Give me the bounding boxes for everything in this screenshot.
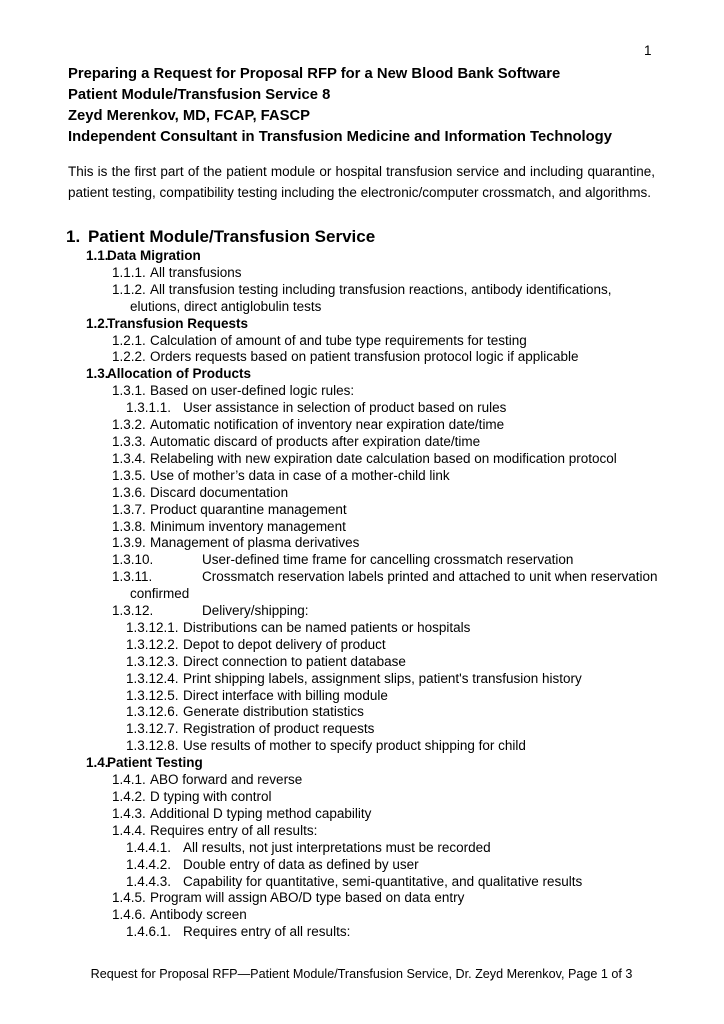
outline-item-text: Minimum inventory management (150, 518, 346, 534)
outline-list (0, 248, 724, 941)
outline-item-text: Distributions can be named patients or hospitals (183, 619, 471, 635)
outline-item-number: 1.3.1. (112, 383, 146, 399)
outline-item-text: Delivery/shipping: (202, 603, 309, 619)
outline-item-text: Direct connection to patient database (183, 653, 406, 669)
outline-item-number: 1.2.2. (112, 349, 146, 365)
outline-item (0, 265, 724, 282)
outline-item-text: Requires entry of all results: (150, 822, 318, 838)
outline-item-text: Use of mother’s data in case of a mother-child link (150, 467, 450, 483)
outline-item (0, 907, 724, 924)
section-heading (0, 227, 724, 247)
intro-paragraph: This is the first part of the patient module or hospital transfusion service and including quarantine, patient testing, compatibility testing including the electronic/computer crossmatch, and algorithms. (68, 164, 655, 200)
document-header (68, 64, 668, 148)
outline-item (0, 704, 724, 721)
document-title: Preparing a Request for Proposal RFP for a New Blood Bank Software (68, 66, 561, 82)
outline-item-text: ABO forward and reverse (150, 772, 303, 788)
outline-item (0, 637, 724, 654)
outline-item-number: 1.4.2. (112, 789, 146, 804)
outline-item-text: User-defined time frame for cancelling crossmatch reservation (202, 552, 574, 568)
outline-item-text: Crossmatch reservation labels printed and attached to unit when reservation confirmed (130, 569, 658, 602)
outline-item-number: 1.1.2. (112, 281, 146, 297)
outline-item (0, 282, 724, 316)
outline-item-number: 1.3.12.5. (126, 687, 179, 703)
outline-item-number: 1.4.4.3. (126, 873, 172, 889)
outline-item-text: Calculation of amount of and tube type requirements for testing (150, 332, 527, 348)
outline-item-number: 1.3.6. (112, 484, 146, 500)
outline-item-number: 1.2.1. (112, 332, 146, 348)
outline-item-number: 1.4.5. (112, 890, 146, 906)
outline-item-number: 1.4.4.2. (126, 856, 172, 872)
outline-item-text: D typing with control (150, 789, 272, 804)
outline-item-text: Depot to depot delivery of product (183, 636, 386, 652)
section-heading-number: 1. (66, 227, 81, 246)
outline-item (0, 383, 724, 400)
outline-item-number: 1.4.4.1. (126, 839, 172, 855)
outline-item (0, 721, 724, 738)
outline-item-number: 1.4.6. (112, 907, 146, 923)
outline-item (0, 789, 724, 806)
outline-item-number: 1.3.10. (112, 552, 154, 568)
outline-item-text: Antibody screen (150, 907, 247, 923)
outline-item (0, 772, 724, 789)
outline-item (0, 603, 724, 620)
outline-item (0, 519, 724, 536)
section-heading-text: Patient Module/Transfusion Service (88, 227, 376, 246)
outline-item-number: 1.1.1. (112, 264, 146, 280)
outline-item-text: Print shipping labels, assignment slips, patient's transfusion history (183, 670, 582, 686)
page-footer: Request for Proposal RFP—Patient Module/Transfusion Service, Dr. Zeyd Merenkov, Page 1 of 3 (90, 967, 633, 981)
outline-item-text: Orders requests based on patient transfusion protocol logic if applicable (150, 349, 579, 365)
outline-item-text: User assistance in selection of product based on rules (183, 400, 507, 416)
outline-item-text: Direct interface with billing module (183, 687, 388, 703)
outline-item-text: Double entry of data as defined by user (183, 856, 419, 872)
outline-item (0, 688, 724, 705)
outline-item (0, 840, 724, 857)
outline-item-number: 1.3. (86, 366, 109, 382)
outline-item-text: Management of plasma derivatives (150, 535, 360, 551)
outline-item (0, 468, 724, 485)
outline-item (0, 333, 724, 350)
outline-item (0, 248, 724, 265)
outline-item-number: 1.4. (86, 755, 109, 771)
document-subtitle: Patient Module/Transfusion Service 8 (68, 87, 331, 103)
outline-item-text: Automatic notification of inventory near expiration date/time (150, 417, 505, 433)
outline-item-text: Patient Testing (107, 755, 203, 771)
outline-item (0, 823, 724, 840)
outline-item (0, 890, 724, 907)
outline-item-text: Registration of product requests (183, 721, 375, 737)
outline-item (0, 535, 724, 552)
outline-item-number: 1.3.4. (112, 450, 146, 466)
outline-item-number: 1.3.12.2. (126, 636, 179, 652)
outline-item-number: 1.4.1. (112, 772, 146, 788)
outline-item-text: Product quarantine management (150, 501, 347, 517)
outline-item (0, 671, 724, 688)
author-line: Zeyd Merenkov, MD, FCAP, FASCP (68, 108, 311, 124)
outline-item-text: Transfusion Requests (107, 315, 249, 331)
outline-item (0, 349, 724, 366)
outline-item-number: 1.3.12.1. (126, 619, 179, 635)
outline-item-text: All transfusions (150, 264, 242, 280)
outline-item (0, 417, 724, 434)
outline-item (0, 552, 724, 569)
outline-item-text: Generate distribution statistics (183, 704, 364, 720)
outline-item (0, 434, 724, 451)
outline-item (0, 654, 724, 671)
outline-item-number: 1.4.6.1. (126, 924, 172, 940)
outline-item-number: 1.2. (86, 315, 109, 331)
outline-item (0, 451, 724, 468)
outline-item-number: 1.3.8. (112, 518, 146, 534)
outline-item-text: All transfusion testing including transfusion reactions, antibody identifications, elutions, direct antiglobulin tests (130, 281, 612, 314)
outline-item-number: 1.3.12. (112, 603, 154, 619)
outline-item-number: 1.3.12.3. (126, 653, 179, 669)
outline-item (0, 620, 724, 637)
outline-item-number: 1.3.11. (112, 569, 153, 585)
outline-item-number: 1.3.12.7. (126, 721, 179, 737)
outline-item-text: Data Migration (107, 248, 201, 263)
outline-item (0, 738, 724, 755)
outline-item-text: Capability for quantitative, semi-quantitative, and qualitative results (183, 873, 583, 889)
outline-item-text: Discard documentation (150, 484, 289, 500)
outline-item-number: 1.4.3. (112, 805, 146, 821)
outline-item-number: 1.3.7. (112, 501, 146, 517)
outline-item (0, 366, 724, 383)
outline-item-number: 1.3.12.8. (126, 738, 179, 754)
page-number: 1 (644, 43, 652, 58)
outline-item-text: Additional D typing method capability (150, 805, 372, 821)
outline-item-number: 1.3.3. (112, 433, 146, 449)
outline-item (0, 316, 724, 333)
outline-item (0, 806, 724, 823)
author-role-line: Independent Consultant in Transfusion Medicine and Information Technology (68, 129, 612, 145)
outline-item (0, 569, 724, 603)
outline-item (0, 502, 724, 519)
outline-item-number: 1.3.12.6. (126, 704, 179, 720)
outline-item-text: Requires entry of all results: (183, 924, 351, 940)
outline-item-text: Use results of mother to specify product shipping for child (183, 738, 526, 754)
outline-item-number: 1.3.12.4. (126, 670, 179, 686)
outline-item (0, 755, 724, 772)
outline-item-number: 1.3.1.1. (126, 400, 172, 416)
outline-item-number: 1.1. (86, 248, 109, 263)
outline-item-text: Relabeling with new expiration date calculation based on modification protocol (150, 450, 617, 466)
outline-item-text: Automatic discard of products after expiration date/time (150, 433, 481, 449)
outline-item-text: All results, not just interpretations must be recorded (183, 839, 491, 855)
outline-item-text: Program will assign ABO/D type based on data entry (150, 890, 465, 906)
outline-item-number: 1.3.5. (112, 467, 146, 483)
outline-item-text: Allocation of Products (107, 366, 252, 382)
outline-item (0, 857, 724, 874)
outline-item (0, 485, 724, 502)
outline-item (0, 400, 724, 417)
outline-item (0, 874, 724, 891)
outline-item-number: 1.3.2. (112, 417, 146, 433)
outline-item-number: 1.3.9. (112, 535, 146, 551)
outline-item (0, 924, 724, 941)
outline-item-number: 1.4.4. (112, 822, 146, 838)
outline-item-text: Based on user-defined logic rules: (150, 383, 355, 399)
